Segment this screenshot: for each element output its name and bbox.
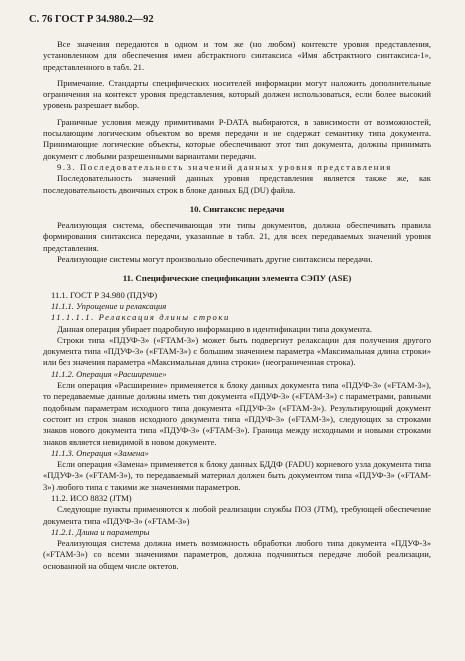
page-header: С. 76 ГОСТ Р 34.980.2—92 [29,14,154,25]
paragraph: Все значения передаются в одном и том же (но любом) контексте уровня представления, установленном для обеспечения имен абстрактного синтаксиса «Имя абстрактного синтаксиса-1», представленного в табл. 21. [43,39,431,72]
section-heading-10: 10. Синтаксис передачи [189,203,285,214]
subsection-heading: 11.1.1. Упрощение и релаксация [51,300,167,311]
paragraph: Строки типа «ПДУФ-3» («FTAM-3») может быть подвергнут релаксации для получения другого документа типа «ПДУФ-3» («FTAM-3») с большим значением параметра «Максимальная длина строки» или без значения параметра «Максимальная длина строки» (неограниченная строка). [43,334,431,368]
paragraph: Реализующие системы могут произвольно обеспечивать другие синтаксисы передачи. [57,254,373,265]
subsection-heading: 11.1. ГОСТ Р 34.980 (ПДУФ) [51,289,158,300]
subsection-heading: 11.1.3. Операция «Замена» [51,447,149,458]
subsection-heading: 11.2.1. Длина и параметры [51,526,150,537]
paragraph: Реализующая система должна иметь возможность обработки любого типа документа «ПДУФ-3» («FTAM-3») со всеми значениями параметров, должна подчиняться передаче любой реализации, основанной на общем числе октетов. [43,538,431,571]
paragraph: Если операция «Расширение» применяется к блоку данных документа типа «ПДУФ-3» («FTAM-3»), то передаваемые данные должны иметь тип документа «ПДУФ-3» («FTAM-3») с параметрами, равными подобным параметрам исходного типа документа «ПДУФ-3» («FTAM-3»). Результирующий документ состоит из строк знаков исходного документа типа «ПДУФ-3» («FTAM-3»), следующих за строками знаков нового документа типа «ПДУФ-3» («FTAM-3»). Граница между исходными и новыми строками знаков является невидимой в новом документе. [43,380,431,447]
paragraph: Если операция «Замена» применяется к блоку данных БДДФ (FADU) корневого узла документа типа «ПДУФ-3» («FTAM-3»), то передаваемый материал должен быть документом типа «ПДУФ-3» («FTAM-3») любого типа с такими же значениями параметров. [43,459,431,492]
subsection-heading: 11.2. ИСО 8832 (JTM) [51,492,132,503]
paragraph: Данная операция убирает подробную информацию в идентификации типа документа. [57,323,372,334]
section-heading-11: 11. Специфические спецификации элемента СЭПУ (ASE) [122,273,352,284]
paragraph: Граничные условия между примитивами P-DATA выбираются, в зависимости от возможностей, посылающим логическим объектом во время передачи и не содержат семантику типа документа. Принимающие логические объекты, которые обеспечивают этот тип документа, должны принимать документ с любыми разрешенными вариантами передачи. [43,116,431,161]
paragraph: Реализующая система, обеспечивающая эти типы документов, должна обеспечивать правила формирования синтаксиса передачи, указанные в табл. 21, для всех передаваемых значений уровня представления. [43,220,431,253]
paragraph: Последовательность значений данных уровня представления является также же, как последовательность двоичных строк в блоке данных БД (DU) файла. [43,173,431,195]
note-paragraph: Примечание. Стандарты специфических носителей информации могут наложить дополнительные ограничения на контекст уровня представления, который должен использоваться, если более высокий уровень разрешает выбор. [43,77,431,111]
subsection-heading: 11.1.1.1. Релаксация длины строки [51,312,230,323]
paragraph: Следующие пункты применяются к любой реализации службы ПОЗ (JTM), требующей обеспечение документа типа «ПДУФ-3» («FTAM-3») [43,504,431,526]
section-heading-9-3: 9.3. Последовательность значений данных уровня представления [57,161,392,172]
subsection-heading: 11.1.2. Операция «Расширение» [51,368,167,379]
